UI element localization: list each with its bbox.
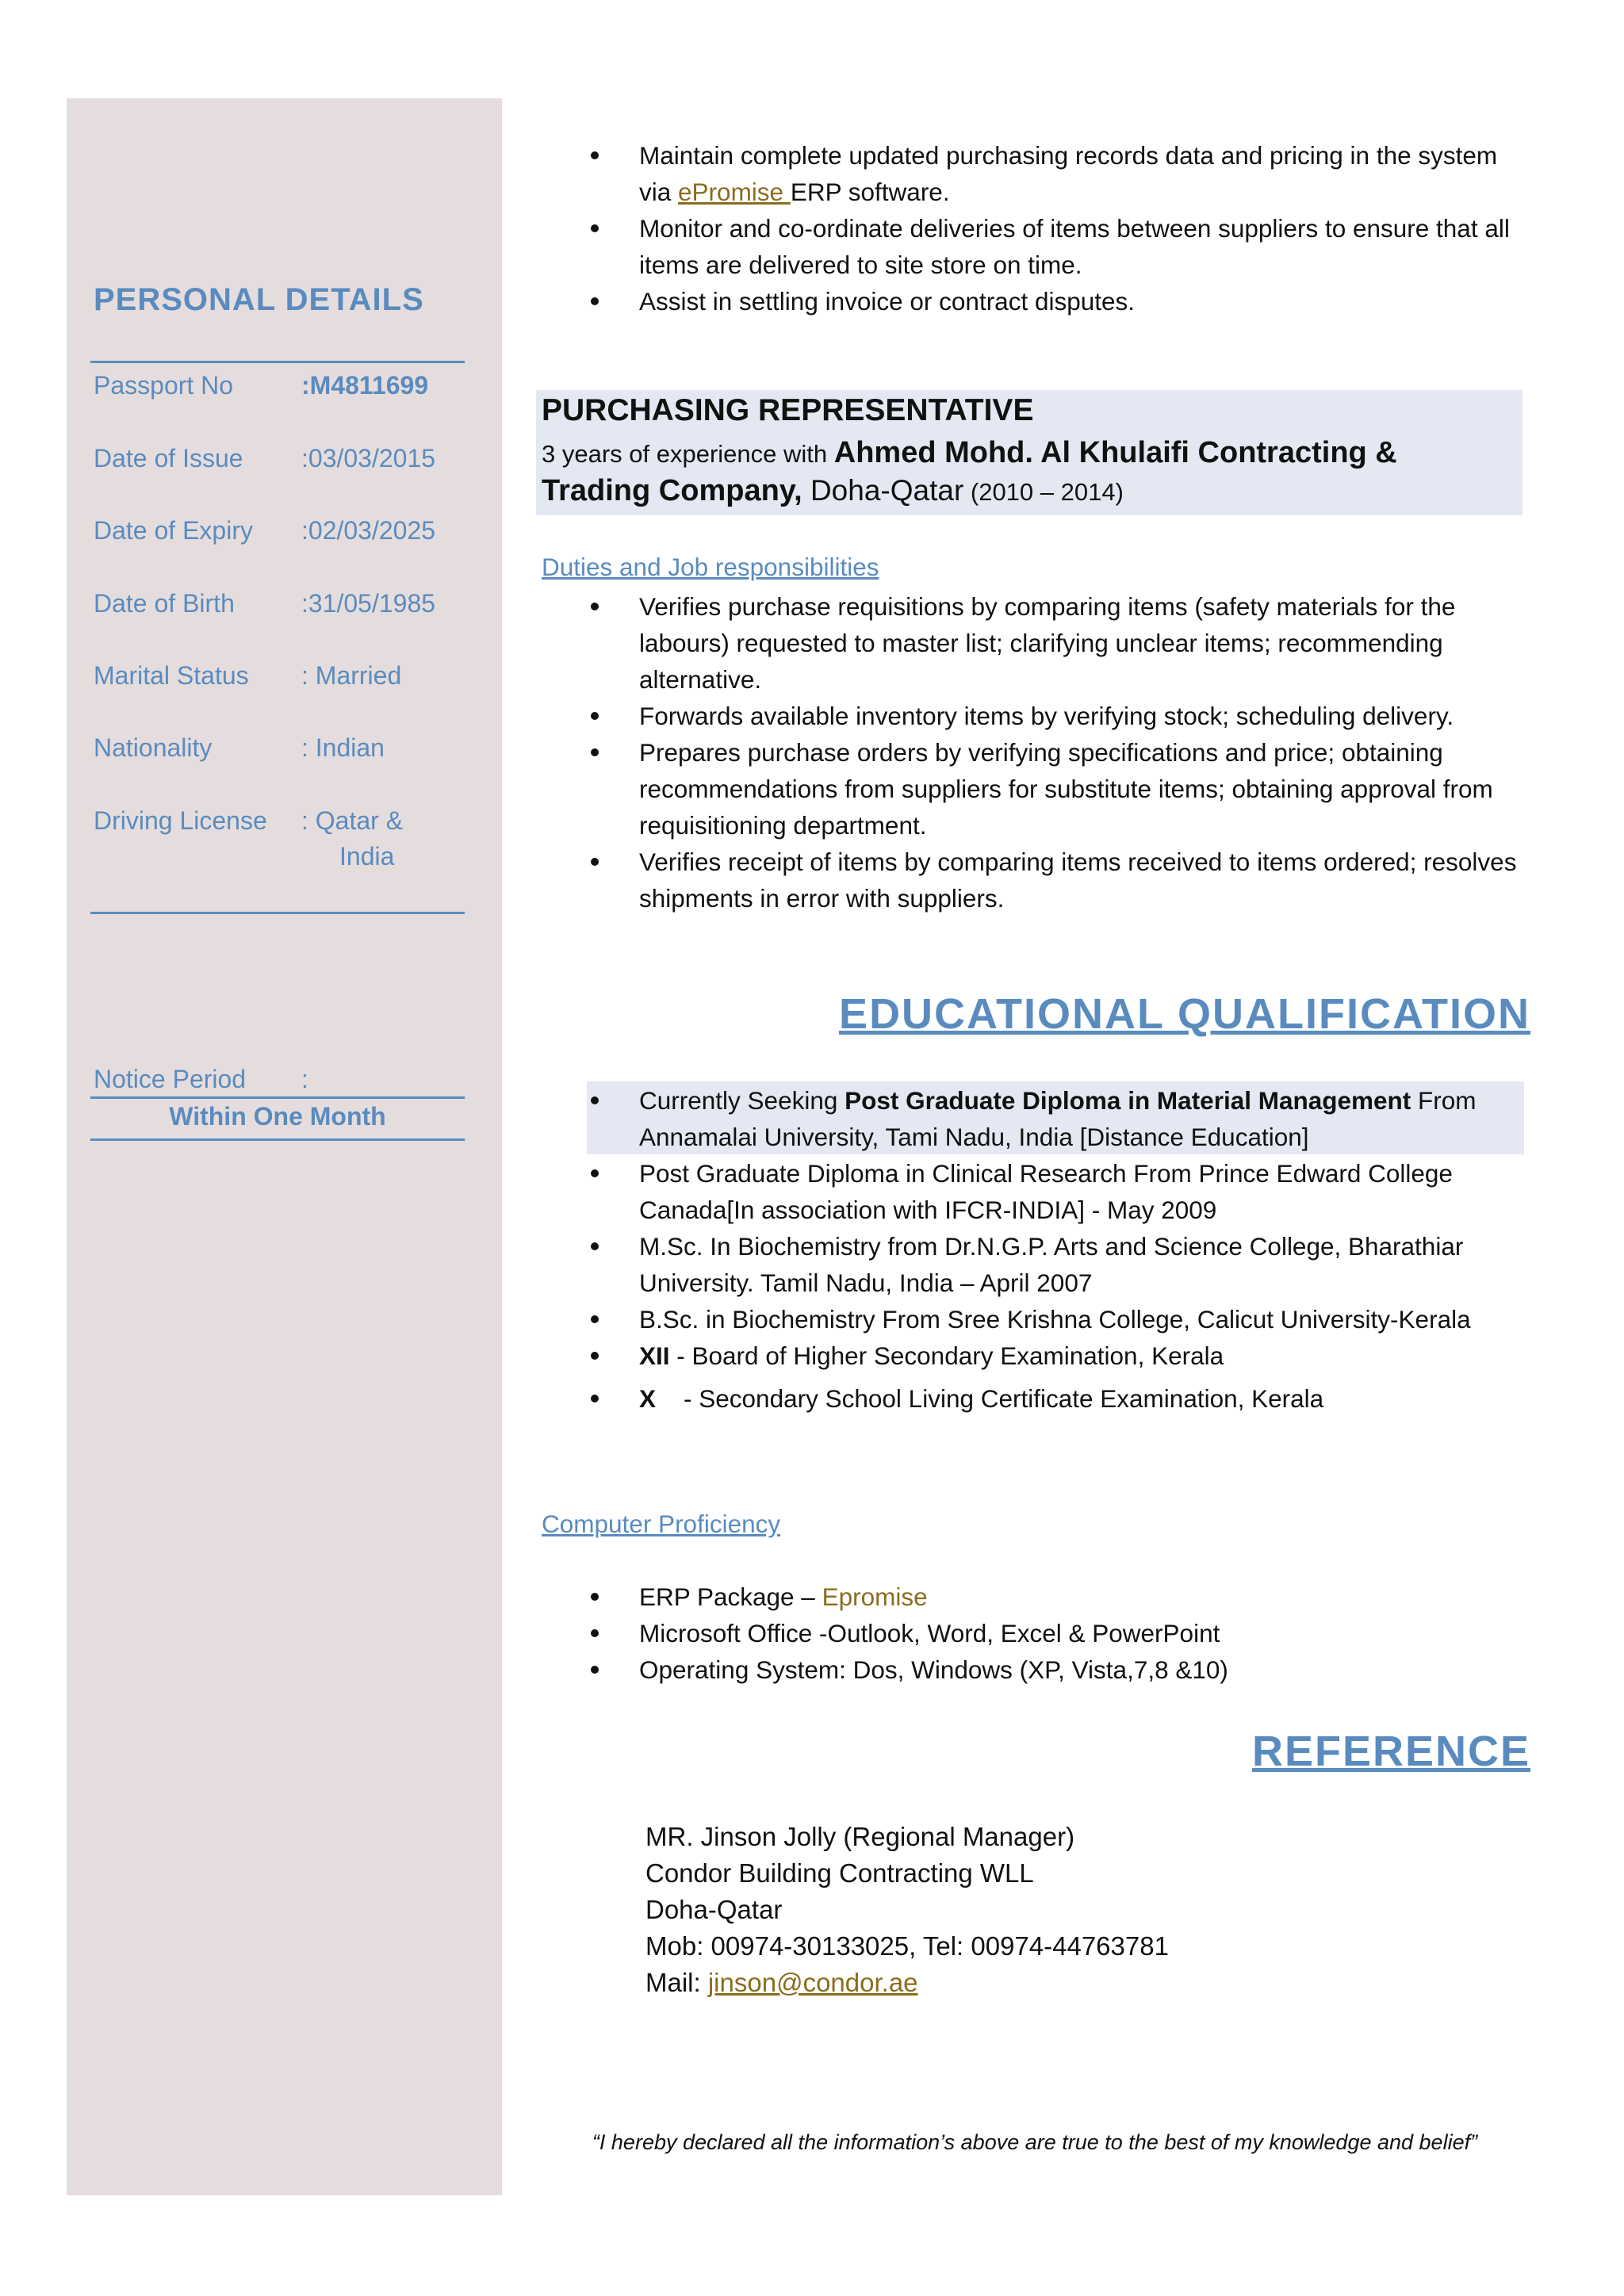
job-company-line: Trading Company, Doha-Qatar (2010 – 2014) xyxy=(542,474,1124,507)
birth-date-label: Date of Birth xyxy=(94,589,235,618)
list-item: Verifies receipt of items by comparing items received to items ordered; resolves shipments in error with suppliers. xyxy=(539,844,1530,916)
declaration: “I hereby declared all the information’s above are true to the best of my knowledge and belief” xyxy=(592,2130,1478,2154)
marital-status-label: Marital Status xyxy=(94,661,249,690)
divider xyxy=(90,912,465,914)
duties-list xyxy=(539,588,1530,916)
reference-company: Condor Building Contracting WLL xyxy=(645,1858,1034,1888)
personal-details-heading: PERSONAL DETAILS xyxy=(94,282,424,317)
list-item: X - Secondary School Living Certificate Examination, Kerala xyxy=(539,1380,1530,1417)
list-item: Forwards available inventory items by verifying stock; scheduling delivery. xyxy=(539,698,1530,734)
education-list xyxy=(539,1082,1530,1417)
nationality-label: Nationality xyxy=(94,733,213,762)
company-name: Ahmed Mohd. Al Khulaifi Contracting & xyxy=(833,436,1397,469)
reference-block xyxy=(645,1819,1169,2001)
divider xyxy=(90,361,465,363)
driving-license-value-2: India xyxy=(339,842,395,871)
job-experience-line: 3 years of experience with Ahmed Mohd. Al Khulaifi Contracting & xyxy=(542,436,1397,469)
reference-email-link[interactable]: jinson@condor.ae xyxy=(707,1968,918,1997)
list-item: ERP Package – Epromise xyxy=(539,1578,1530,1615)
list-item: Post Graduate Diploma in Clinical Research From Prince Edward College Canada[In association with IFCR-INDIA] - May 2009 xyxy=(539,1155,1530,1228)
list-item: Assist in settling invoice or contract disputes. xyxy=(539,283,1530,320)
notice-period-value: Within One Month xyxy=(169,1102,386,1131)
list-item: Monitor and co-ordinate deliveries of items between suppliers to ensure that all items are delivered to site store on time. xyxy=(539,210,1530,283)
list-item: Currently Seeking Post Graduate Diploma in Material Management From Annamalai University, Tami Nadu, India [Distance Education] xyxy=(539,1082,1530,1155)
list-item: Prepares purchase orders by verifying specifications and price; obtaining recommendations from suppliers for substitute items; obtaining approval from requisitioning department. xyxy=(539,734,1530,844)
expiry-date-value: :02/03/2025 xyxy=(301,516,436,545)
divider xyxy=(90,1096,465,1099)
notice-period-colon: : xyxy=(301,1065,308,1093)
list-item: XII - Board of Higher Secondary Examination, Kerala xyxy=(539,1337,1530,1374)
divider xyxy=(90,1138,465,1141)
sidebar-panel xyxy=(67,98,502,2195)
education-heading: EDUCATIONAL QUALIFICATION xyxy=(839,990,1530,1038)
notice-period-label: Notice Period xyxy=(94,1065,247,1093)
purchasing-duties-continued xyxy=(539,137,1530,320)
job-title: PURCHASING REPRESENTATIVE xyxy=(542,393,1034,427)
reference-heading: REFERENCE xyxy=(1251,1728,1530,1775)
nationality-value: : Indian xyxy=(301,733,385,762)
duties-heading-link[interactable]: Duties and Job responsibilities xyxy=(542,553,879,581)
driving-license-value: : Qatar & xyxy=(301,806,404,835)
driving-license-label: Driving License xyxy=(94,806,267,835)
list-item: Microsoft Office -Outlook, Word, Excel & PowerPoint xyxy=(539,1615,1530,1651)
computer-proficiency-heading[interactable]: Computer Proficiency xyxy=(542,1510,781,1538)
birth-date-value: :31/05/1985 xyxy=(301,589,436,618)
list-item: Operating System: Dos, Windows (XP, Vista,7,8 &10) xyxy=(539,1651,1530,1688)
marital-status-value: : Married xyxy=(301,661,402,690)
list-item: Verifies purchase requisitions by comparing items (safety materials for the labours) requested to master list; clarifying unclear items; recommending alternative. xyxy=(539,588,1530,698)
passport-label: Passport No xyxy=(94,371,234,400)
expiry-date-label: Date of Expiry xyxy=(94,516,253,545)
reference-mail: Mail: jinson@condor.ae xyxy=(645,1968,918,1997)
reference-name: MR. Jinson Jolly (Regional Manager) xyxy=(645,1822,1075,1851)
reference-location: Doha-Qatar xyxy=(645,1895,783,1924)
issue-date-label: Date of Issue xyxy=(94,444,243,473)
computer-list xyxy=(539,1578,1530,1688)
reference-phone: Mob: 00974-30133025, Tel: 00974-44763781 xyxy=(645,1931,1169,1961)
passport-value: :M4811699 xyxy=(301,371,429,400)
epromise-link[interactable]: ePromise xyxy=(678,178,791,206)
issue-date-value: :03/03/2015 xyxy=(301,444,436,473)
list-item: M.Sc. In Biochemistry from Dr.N.G.P. Arts and Science College, Bharathiar University. Tamil Nadu, India – April 2007 xyxy=(539,1228,1530,1301)
list-item: B.Sc. in Biochemistry From Sree Krishna College, Calicut University-Kerala xyxy=(539,1301,1530,1337)
list-item: Maintain complete updated purchasing records data and pricing in the system via ePromise ERP software. xyxy=(539,137,1530,210)
